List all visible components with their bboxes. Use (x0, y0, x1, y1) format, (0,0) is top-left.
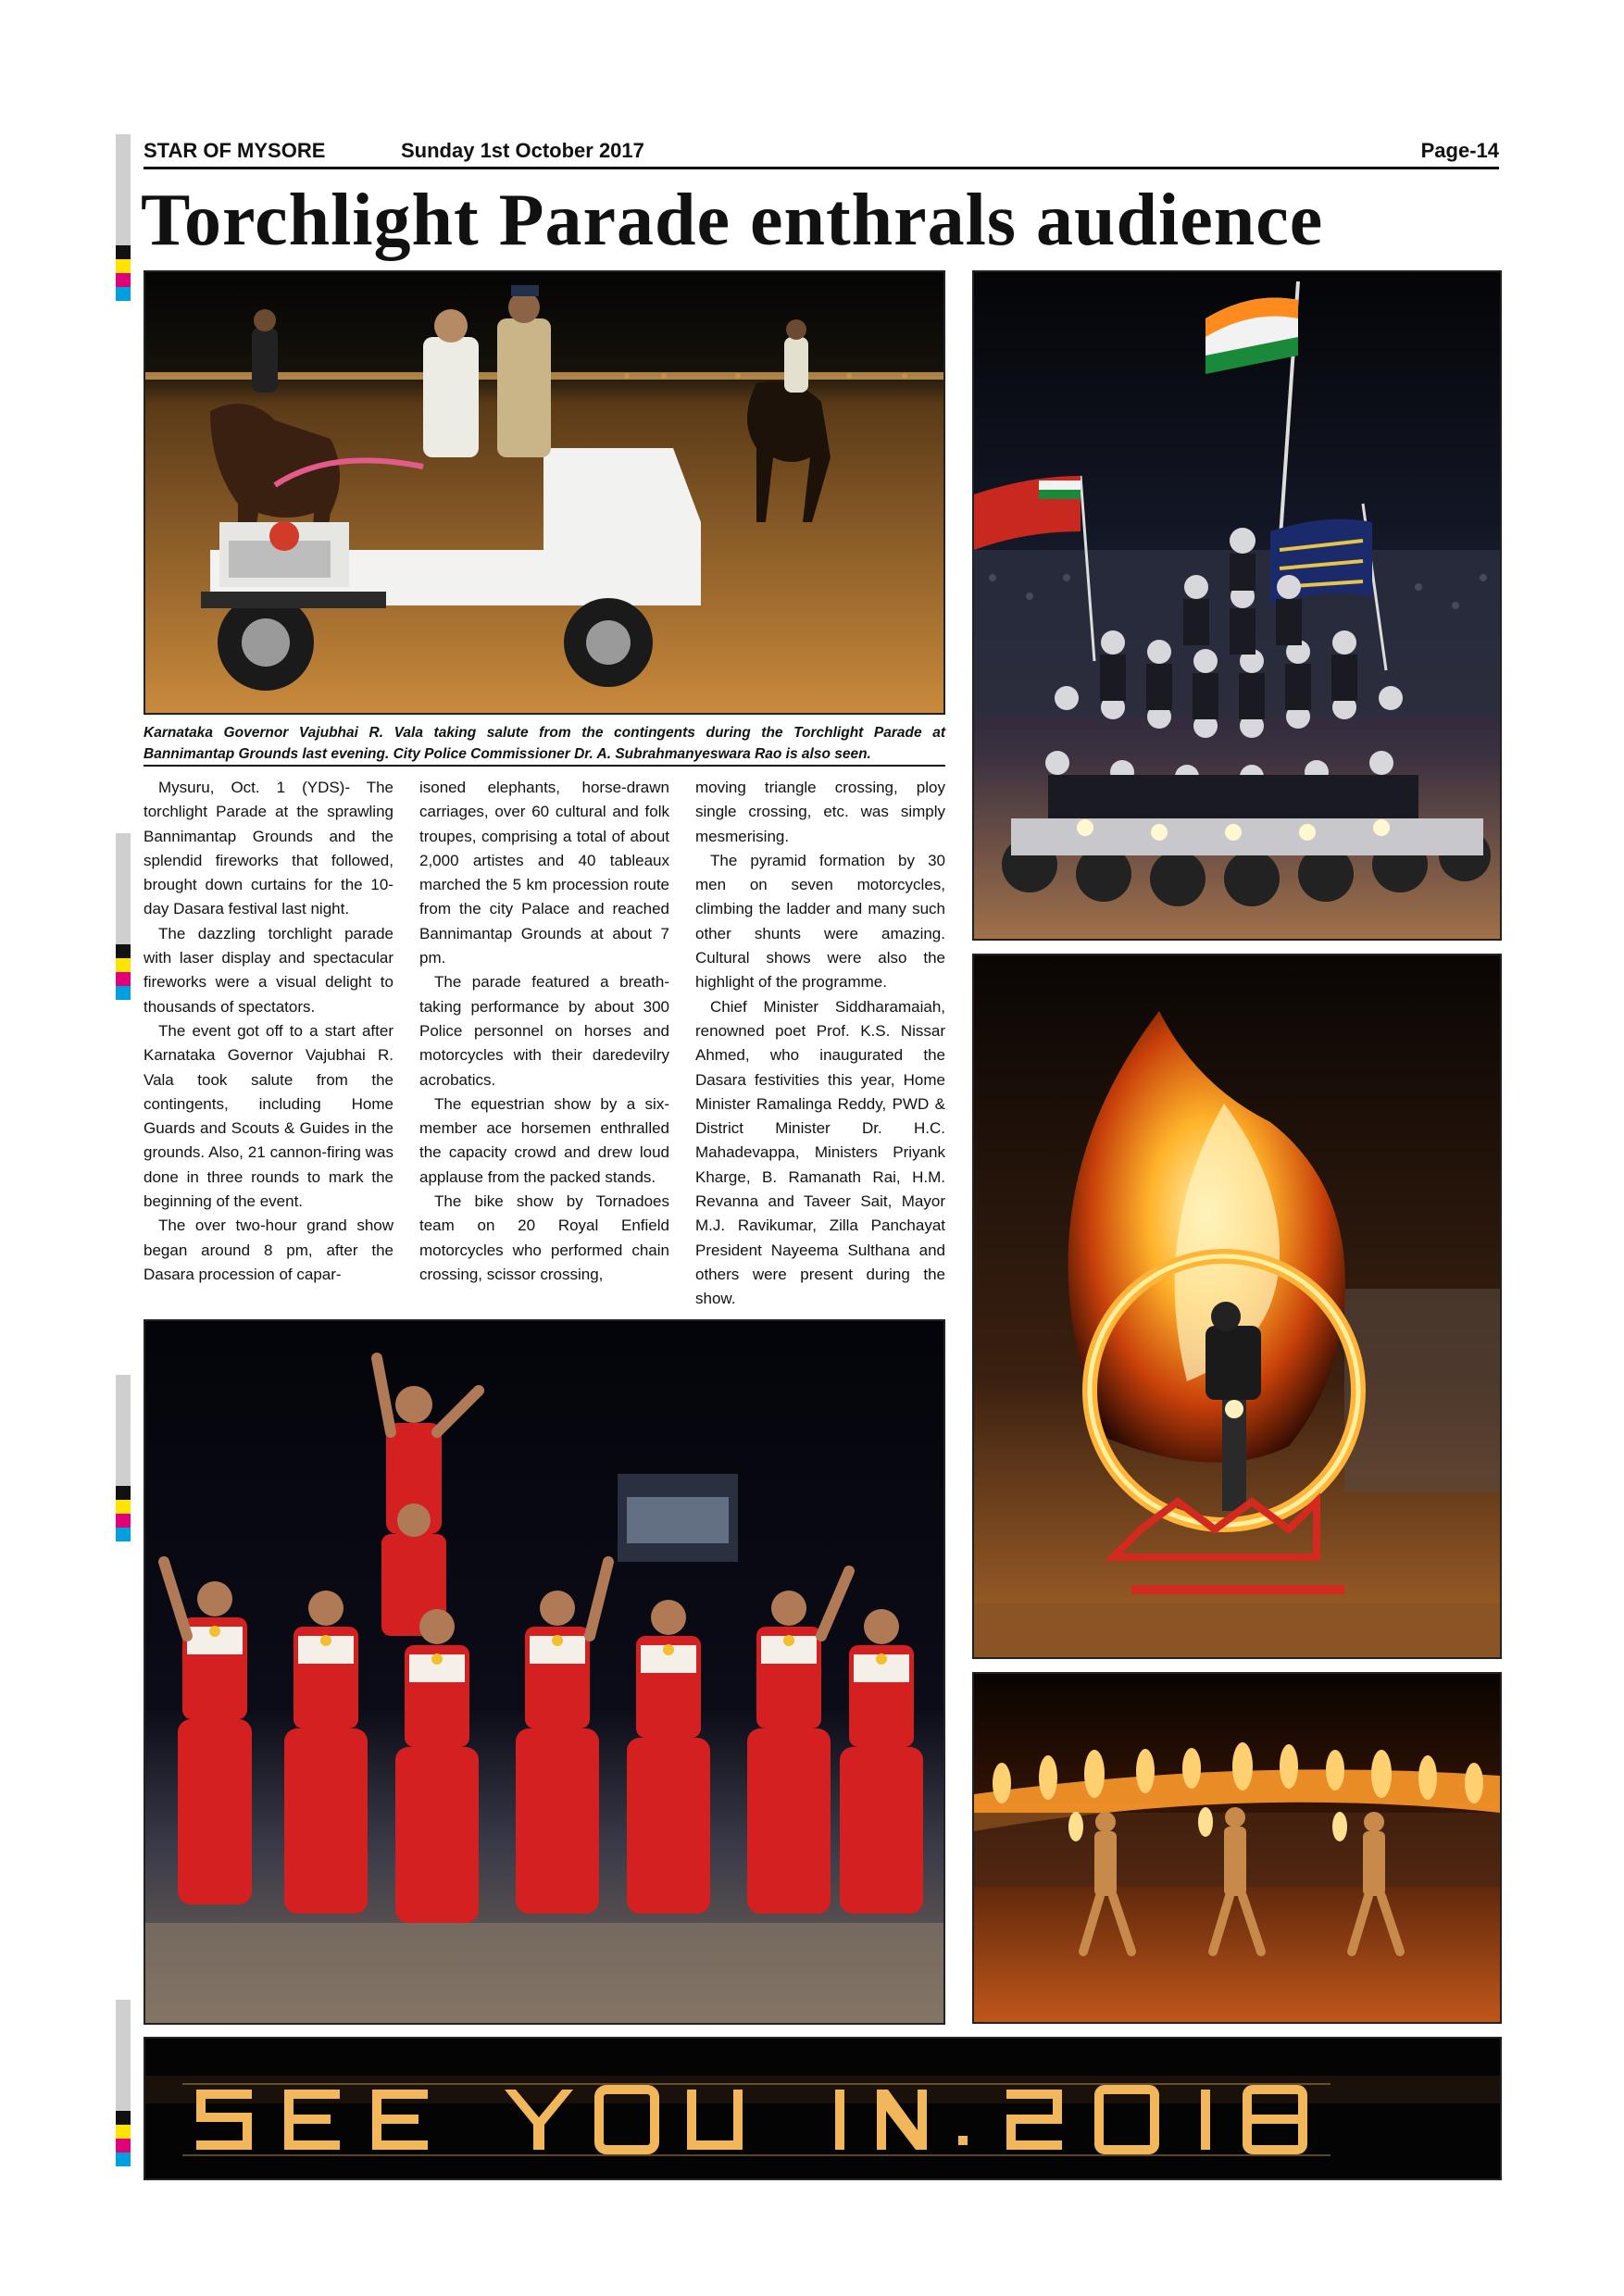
photo-motorcycle-pyramid-image (974, 272, 1500, 939)
article-paragraph: The dazzling torchlight parade with laser display and spectacular fireworks were a visual delight to thousands of spectators. (144, 924, 394, 1016)
article-paragraph: The event got off to a start after Karnataka Governor Vajubhai R. Vala took salute from the contingents, including Home Guards and Scouts & Guides in the grounds. Also, 21 cannon-firing was done in three rounds to mark the beginning of the event. (144, 1021, 394, 1211)
article-paragraph: The equestrian show by a six-member ace horsemen enthralled the capacity crowd and drew loud applause from the packed stands. (419, 1094, 669, 1186)
article-paragraph: isoned elephants, horse-drawn carriages, over 60 cultural and folk troupes, comprising a total of about 2,000 artistes and 40 tableaux marched the 5 km procession route from the city Palace and reached Bannimantap Grounds at about 7 pm. (419, 779, 669, 967)
color-swatch-magenta (116, 2139, 131, 2152)
caption-rule (144, 765, 945, 767)
photo-torch-bearers (972, 1672, 1502, 2024)
color-swatch-cyan (116, 1528, 131, 1541)
article-column-3 (695, 776, 945, 1312)
photo-motorcycle-pyramid (972, 270, 1502, 941)
newspaper-name: STAR OF MYSORE (144, 139, 326, 162)
article-paragraph: The bike show by Tornadoes team on 20 Royal Enfield motorcycles who performed chain crossing, scissor crossing, (419, 1192, 669, 1283)
issue-date: Sunday 1st October 2017 (401, 139, 644, 162)
photo-fire-ring-stunt-image (974, 955, 1500, 1657)
color-swatch-yellow (116, 2125, 131, 2139)
color-swatch-black (116, 2111, 131, 2125)
article-paragraph: moving triangle crossing, ploy single crossing, etc. was simply mesmerising. (695, 779, 945, 845)
article-paragraph: Chief Minister Siddharamaiah, renowned poet Prof. K.S. Nissar Ahmed, who inaugurated the Dasara festivities this year, Home Minister Ramalinga Reddy, PWD & District Minister Dr. H.C. Mahadevappa, Ministers Priyank Kharge, B. Ramanath Rai, H.M. Revanna and Taveer Sait, Mayor M.J. Ravikumar, Zilla Panchayat President Nayeema Sulthana and others were present during the show. (695, 997, 945, 1308)
article-paragraph: Mysuru, Oct. 1 (YDS)- The torchlight Parade at the sprawling Bannimantap Grounds and the splendid fireworks that followed, brought down curtains for the 10-day Dasara festival last night. (144, 779, 394, 918)
photo-governor-jeep (144, 270, 945, 715)
header-rule (144, 167, 1499, 169)
color-swatch-black (116, 944, 131, 958)
color-swatch-magenta (116, 1514, 131, 1528)
photo-cultural-dancers (144, 1319, 945, 2025)
color-swatch-yellow (116, 259, 131, 273)
registration-bar (116, 833, 131, 944)
registration-bar (116, 2000, 131, 2111)
color-swatch-cyan (116, 986, 131, 1000)
color-swatch-black (116, 1486, 131, 1500)
photo-cultural-dancers-image (145, 1321, 943, 2023)
article-column-1 (144, 776, 394, 1287)
color-swatch-yellow (116, 958, 131, 972)
color-swatch-black (116, 245, 131, 259)
article-paragraph: The parade featured a breath-taking performance by about 300 Police personnel on horses and motorcycles with their daredevilry acrobatics. (419, 973, 669, 1089)
color-swatch-cyan (116, 287, 131, 301)
registration-bar (116, 134, 131, 245)
article-column-2 (419, 776, 669, 1287)
photo-fire-ring-stunt (972, 954, 1502, 1659)
color-swatch-magenta (116, 273, 131, 287)
article-paragraph: The pyramid formation by 30 men on seven motorcycles, climbing the ladder and many such other shunts were amazing. Cultural shows were also the highlight of the programme. (695, 851, 945, 992)
page-number: Page-14 (1420, 139, 1499, 162)
color-swatch-cyan (116, 2152, 131, 2166)
headline: Torchlight Parade enthrals audience (141, 180, 1324, 261)
photo-governor-jeep-image (145, 272, 943, 713)
color-swatch-yellow (116, 1500, 131, 1514)
photo-see-you-lights-image (145, 2039, 1500, 2178)
registration-bar (116, 1375, 131, 1486)
color-swatch-magenta (116, 972, 131, 986)
photo-see-you-lights (144, 2037, 1502, 2180)
page-header (144, 139, 1499, 167)
article-paragraph: The over two-hour grand show began around 8 pm, after the Dasara procession of capar- (144, 1217, 394, 1283)
photo-torch-bearers-image (974, 1674, 1500, 2022)
main-photo-caption: Karnataka Governor Vajubhai R. Vala taking salute from the contingents during the Torchlight Parade at Bannimantap Grounds last evening. City Police Commissioner Dr. A. Subrahmanyeswara Rao is also seen. (144, 725, 945, 762)
